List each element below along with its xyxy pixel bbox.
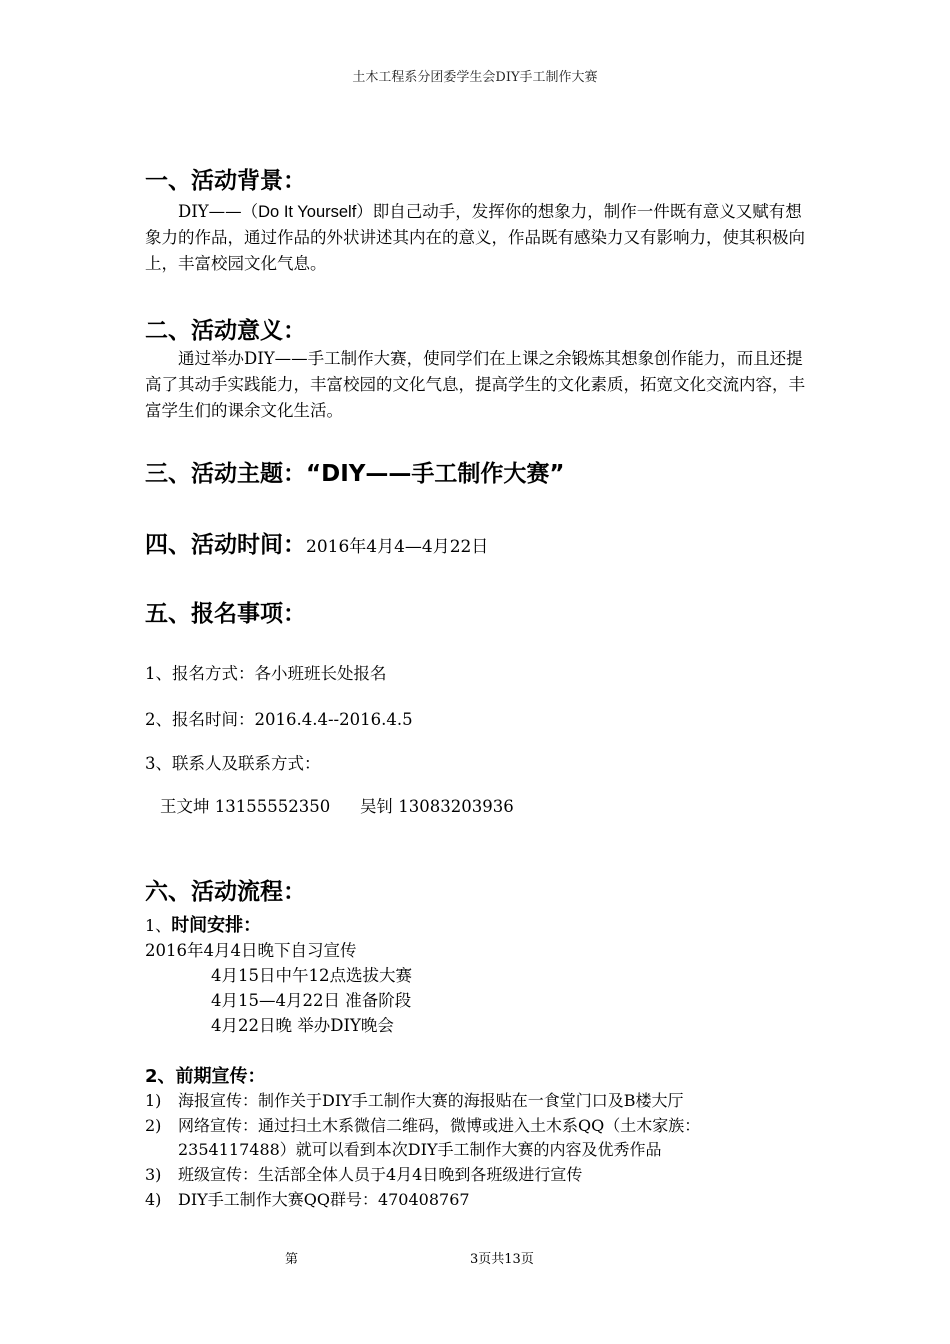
contact-1: 王文坤 13155552350	[160, 797, 331, 816]
section-5-title: 五、报名事项：	[145, 601, 306, 627]
schedule-heading	[145, 911, 261, 937]
contact-heading: 3、联系人及联系方式：	[145, 754, 321, 773]
section-3-title	[145, 455, 565, 488]
list-num: 4)	[145, 1190, 162, 1209]
schedule-num: 1、	[145, 916, 172, 935]
s1-text-c: ）即自己动手，发挥你的想象力，制作一件既有意义又赋有想象力的作品，通过作品的外状讲述其内在的意义，作品既有感染力又有影响力，使其积极向上，丰富校园文化气息。	[145, 202, 805, 273]
list-text: 海报宣传：制作关于DIY手工制作大赛的海报贴在一食堂门口及B楼大厅	[178, 1091, 684, 1110]
s1-text-b: Do It Yourself	[258, 203, 357, 221]
contact-2: 吴钊 13083203936	[360, 797, 514, 816]
footer-left: 第	[285, 1252, 299, 1267]
publicity-item	[145, 1088, 683, 1111]
list-text: DIY手工制作大赛QQ群号：470408767	[178, 1190, 470, 1209]
schedule-item: 2016年4月4日晚下自习宣传	[145, 941, 357, 960]
signup-time: 2、报名时间：2016.4.4--2016.4.5	[145, 710, 413, 729]
list-text: 班级宣传：生活部全体人员于4月4日晚到各班级进行宣传	[178, 1165, 583, 1184]
section-4-title	[145, 526, 488, 559]
publicity-item	[145, 1137, 662, 1160]
publicity-heading: 2、前期宣传：	[145, 1066, 266, 1087]
section-1-paragraph	[145, 199, 815, 277]
schedule-item: 4月22日晚 举办DIY晚会	[211, 1016, 394, 1035]
schedule-item: 4月15日中午12点选拔大赛	[211, 966, 412, 985]
section-2-paragraph	[145, 346, 815, 424]
list-text: 2354117488）就可以看到本次DIY手工制作大赛的内容及优秀作品	[178, 1140, 662, 1159]
signup-method: 1、报名方式：各小班班长处报名	[145, 664, 387, 683]
list-num: 1)	[145, 1091, 162, 1110]
page-number: 3页共13页	[470, 1252, 534, 1267]
list-num: 3)	[145, 1165, 162, 1184]
s4-label: 四、活动时间：	[145, 532, 306, 558]
section-1-title: 一、活动背景：	[145, 168, 306, 194]
s4-value: 2016年4月4—4月22日	[306, 537, 489, 557]
publicity-item	[145, 1162, 582, 1185]
section-2-title: 二、活动意义：	[145, 318, 306, 344]
s1-text-a: DIY——（	[178, 202, 259, 221]
page-header: 土木工程系分团委学生会DIY手工制作大赛	[352, 70, 598, 85]
s2-text: 通过举办DIY——手工制作大赛，使同学们在上课之余锻炼其想象创作能力，而且还提高了其动手实践能力，丰富校园的文化气息，提高学生的文化素质，拓宽文化交流内容，丰富学生们的课余文化生活。	[145, 349, 805, 420]
list-text: 网络宣传：通过扫土木系微信二维码，微博或进入土木系QQ（土木家族：	[178, 1116, 701, 1135]
publicity-item	[145, 1113, 700, 1136]
schedule-label: 时间安排：	[171, 915, 262, 936]
s3-label: 三、活动主题：	[145, 461, 306, 487]
publicity-item	[145, 1187, 470, 1210]
schedule-item: 4月15—4月22日 准备阶段	[211, 991, 412, 1010]
section-6-title: 六、活动流程：	[145, 879, 306, 905]
list-num: 2)	[145, 1116, 162, 1135]
s3-value: “DIY——手工制作大赛”	[306, 461, 565, 487]
